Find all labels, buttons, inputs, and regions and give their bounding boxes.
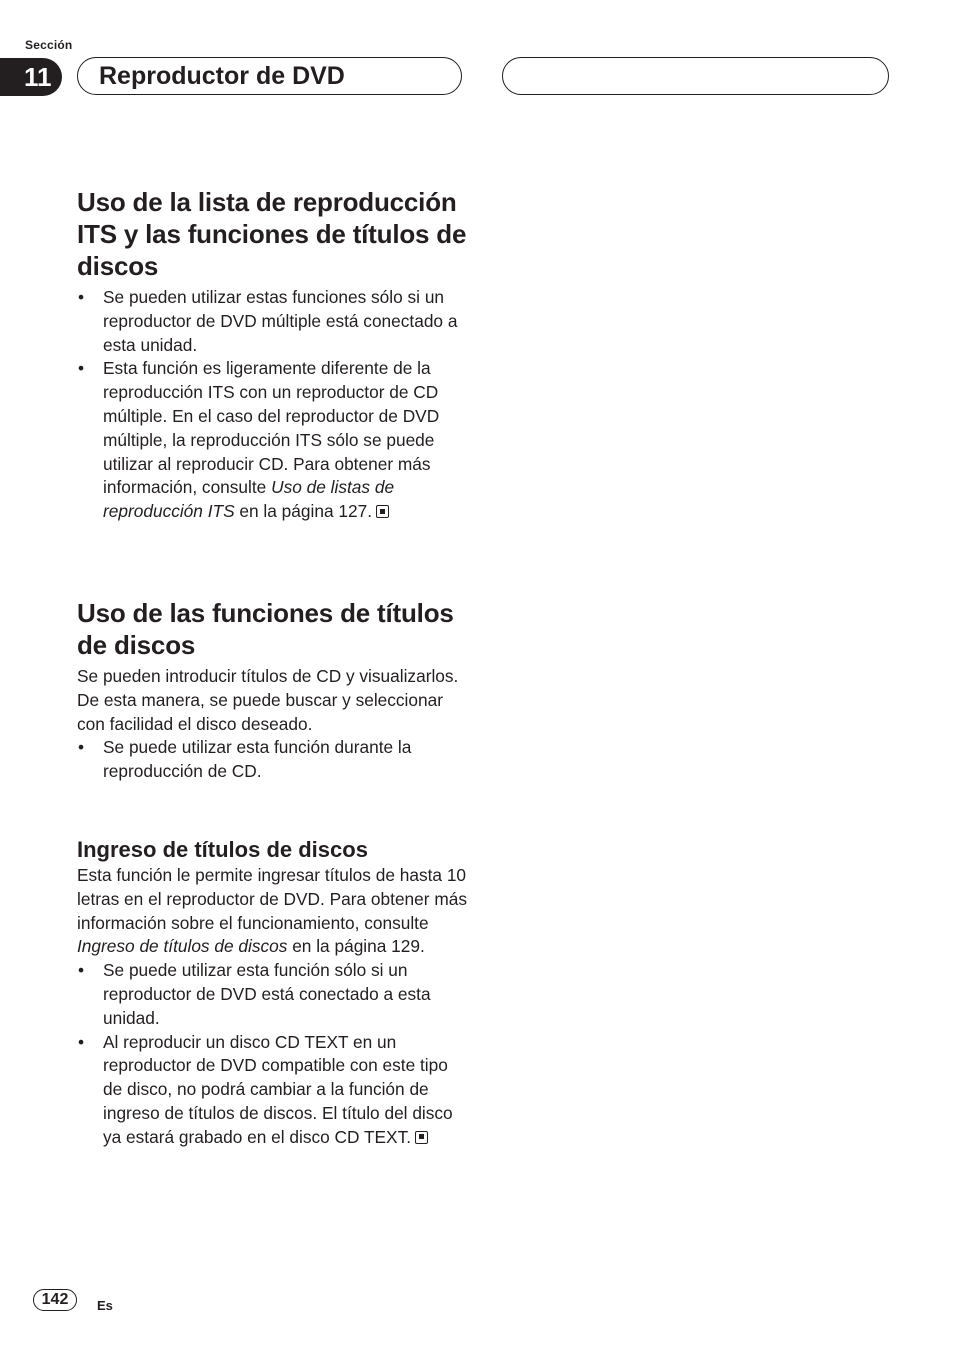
page-number: 142 <box>33 1289 77 1311</box>
list-item: • Se puede utilizar esta función durante la reproducción de CD. <box>77 736 469 784</box>
right-header-box <box>502 57 889 95</box>
list-item <box>77 357 469 524</box>
end-of-section-icon <box>376 505 389 518</box>
cross-reference: Ingreso de títulos de discos <box>77 936 288 957</box>
bullet-list-entering-titles <box>77 959 469 1149</box>
list-item-text: en la página 127. <box>234 501 372 522</box>
heading-its-playlist: Uso de la lista de reproducción ITS y las funciones de títulos de discos <box>77 187 467 281</box>
paragraph-disc-titles: Se pueden introducir títulos de CD y visualizarlos. De esta manera, se puede buscar y seleccionar con facilidad el disco deseado. <box>77 665 459 734</box>
paragraph-entering-titles <box>77 864 469 959</box>
section-number-tab: 11 <box>0 58 62 96</box>
main-column <box>77 186 469 1150</box>
list-item-text: Esta función es ligeramente diferente de la reproducción ITS con un reproductor de CD múltiple. En el caso del reproductor de DVD múltiple, la reproducción ITS sólo se puede utilizar al reproducir CD. Para obtener más información, consulte <box>103 358 440 498</box>
list-item-text: Al reproducir un disco CD TEXT en un reproductor de DVD compatible con este tipo de disco, no podrá cambiar a la función de ingreso de títulos de discos. El título del disco ya estará grabado en el disco CD TEXT. <box>103 1031 453 1147</box>
subheading-entering-titles: Ingreso de títulos de discos <box>77 836 368 862</box>
list-item <box>77 1031 469 1150</box>
section-label: Sección <box>25 38 73 52</box>
paragraph-text: en la página 129. <box>287 936 425 957</box>
cross-reference: Uso de listas de reproducción ITS <box>103 477 395 522</box>
paragraph-text: Esta función le permite ingresar títulos de hasta 10 letras en el reproductor de DVD. Para obtener más información sobre el funcionamiento, consulte <box>77 864 467 933</box>
heading-disc-titles: Uso de las funciones de títulos de discos <box>77 597 454 660</box>
section-title: Reproductor de DVD <box>77 57 462 95</box>
bullet-list-disc-titles <box>77 736 469 784</box>
language-code: Es <box>97 1298 113 1313</box>
list-item: • Se puede utilizar esta función sólo si un reproductor de DVD está conectado a esta unidad. <box>77 959 469 1030</box>
end-of-section-icon <box>415 1131 428 1144</box>
bullet-list-its <box>77 286 469 524</box>
list-item: • Se pueden utilizar estas funciones sólo si un reproductor de DVD múltiple está conectado a esta unidad. <box>77 286 469 357</box>
